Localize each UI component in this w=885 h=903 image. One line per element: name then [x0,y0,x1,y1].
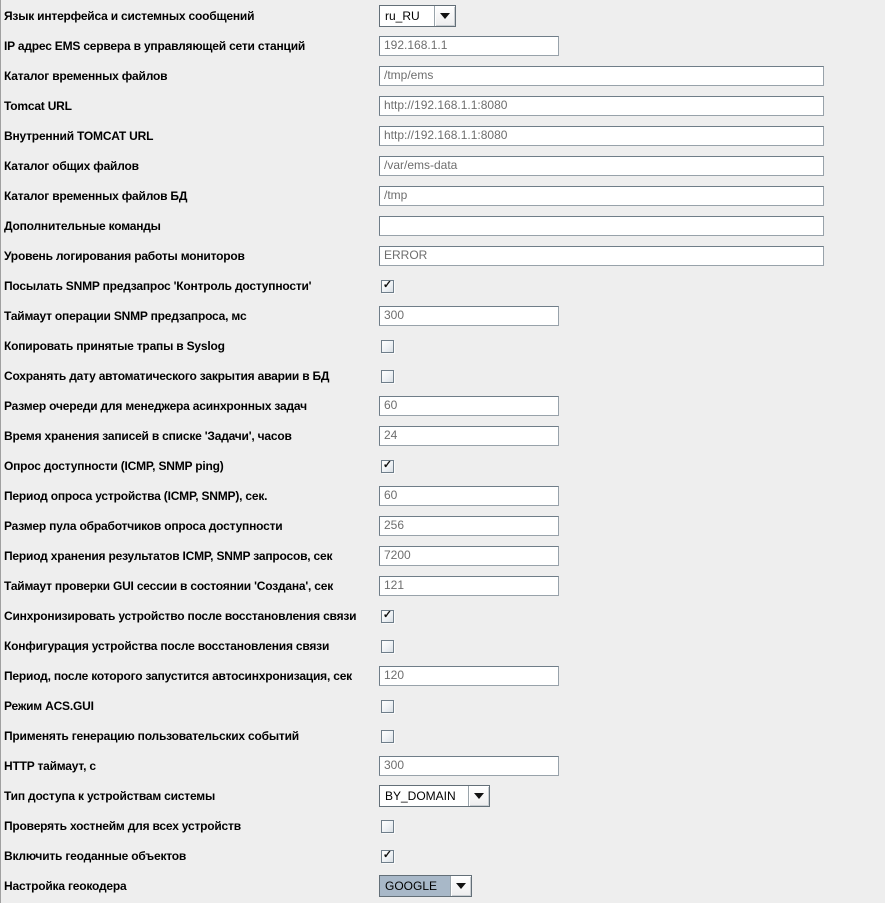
device-access-type-combobox[interactable] [379,785,490,807]
settings-row [1,1,885,31]
additional-commands-field[interactable] [379,216,824,236]
field-label: HTTP таймаут, с [4,759,96,773]
combobox-selected-value: GOOGLE [380,876,450,896]
async-task-queue-size-field[interactable] [379,396,559,416]
settings-row [1,31,885,61]
field-label: Период хранения результатов ICMP, SNMP запросов, сек [4,549,333,563]
monitor-log-level-field[interactable] [379,246,824,266]
settings-row [1,361,885,391]
field-label: Период, после которого запустится автосинхронизация, сек [4,669,352,683]
field-label: Режим ACS.GUI [4,699,94,713]
combobox-dropdown-button[interactable] [434,6,455,26]
field-label: Копировать принятые трапы в Syslog [4,339,225,353]
settings-row [1,811,885,841]
settings-row [1,721,885,751]
settings-row [1,121,885,151]
settings-row [1,751,885,781]
settings-row [1,61,885,91]
chevron-down-icon [474,793,484,799]
settings-row [1,871,885,901]
field-label: Каталог общих файлов [4,159,139,173]
field-label: Уровень логирования работы мониторов [4,249,245,263]
combobox-selected-value: BY_DOMAIN [385,789,456,803]
field-label: Период опроса устройства (ICMP, SNMP), сек. [4,489,268,503]
field-label: Размер очереди для менеджера асинхронных задач [4,399,307,413]
db-temp-files-dir-field[interactable] [379,186,824,206]
settings-row [1,451,885,481]
http-timeout-field[interactable] [379,756,559,776]
field-label: IP адрес EMS сервера в управляющей сети станций [4,39,306,53]
settings-row [1,331,885,361]
settings-row [1,181,885,211]
settings-row [1,211,885,241]
device-poll-period-field[interactable] [379,486,559,506]
settings-row [1,631,885,661]
settings-row [1,541,885,571]
acs-gui-mode-checkbox[interactable] [381,700,394,713]
field-label: Таймаут операции SNMP предзапроса, мс [4,309,247,323]
settings-row [1,151,885,181]
copy-traps-syslog-checkbox[interactable] [381,340,394,353]
combobox-dropdown-button[interactable] [468,786,489,806]
availability-polling-checkbox[interactable] [381,460,394,473]
field-label: Проверять хостнейм для всех устройств [4,819,241,833]
settings-row [1,841,885,871]
geocoder-combobox[interactable] [379,875,472,897]
field-label: Tomcat URL [4,99,72,113]
field-label: Применять генерацию пользовательских событий [4,729,299,743]
enable-geodata-checkbox[interactable] [381,850,394,863]
field-label: Каталог временных файлов БД [4,189,188,203]
user-event-generation-checkbox[interactable] [381,730,394,743]
settings-row [1,481,885,511]
autosync-period-field[interactable] [379,666,559,686]
settings-row [1,91,885,121]
field-label: Дополнительные команды [4,219,161,233]
field-label: Настройка геокодера [4,879,127,893]
snmp-precheck-timeout-field[interactable] [379,306,559,326]
settings-row [1,271,885,301]
gui-session-timeout-field[interactable] [379,576,559,596]
field-label: Включить геоданные объектов [4,849,187,863]
save-auto-close-date-checkbox[interactable] [381,370,394,383]
field-label: Синхронизировать устройство после восстановления связи [4,609,357,623]
combobox-dropdown-button[interactable] [450,876,471,896]
snmp-precheck-checkbox[interactable] [381,280,394,293]
field-label: Таймаут проверки GUI сессии в состоянии 'Создана', сек [4,579,334,593]
check-icon: ✓ [382,849,393,861]
settings-row [1,241,885,271]
internal-tomcat-url-field[interactable] [379,126,824,146]
settings-row [1,571,885,601]
shared-files-dir-field[interactable] [379,156,824,176]
settings-row [1,391,885,421]
settings-row [1,661,885,691]
poll-worker-pool-size-field[interactable] [379,516,559,536]
field-label: Язык интерфейса и системных сообщений [4,9,255,23]
field-label: Сохранять дату автоматического закрытия аварии в БД [4,369,330,383]
settings-row [1,421,885,451]
icmp-snmp-results-retention-field[interactable] [379,546,559,566]
configure-after-reconnect-checkbox[interactable] [381,640,394,653]
field-label: Время хранения записей в списке 'Задачи', часов [4,429,292,443]
settings-row [1,781,885,811]
field-label: Внутренний TOMCAT URL [4,129,154,143]
temp-files-dir-field[interactable] [379,66,824,86]
chevron-down-icon [456,883,466,889]
field-label: Конфигурация устройства после восстановления связи [4,639,330,653]
chevron-down-icon [440,13,450,19]
field-label: Каталог временных файлов [4,69,168,83]
check-icon: ✓ [382,609,393,621]
field-label: Размер пула обработчиков опроса доступности [4,519,283,533]
settings-row [1,301,885,331]
tomcat-url-field[interactable] [379,96,824,116]
sync-after-reconnect-checkbox[interactable] [381,610,394,623]
verify-hostname-checkbox[interactable] [381,820,394,833]
language-combobox[interactable] [379,5,456,27]
settings-row [1,601,885,631]
combobox-selected-value: ru_RU [385,9,420,23]
settings-row [1,691,885,721]
settings-row [1,511,885,541]
check-icon: ✓ [382,279,393,291]
tasks-retention-hours-field[interactable] [379,426,559,446]
ems-server-ip-field[interactable] [379,36,559,56]
field-label: Посылать SNMP предзапрос 'Контроль доступности' [4,279,312,293]
check-icon: ✓ [382,459,393,471]
field-label: Опрос доступности (ICMP, SNMP ping) [4,459,224,473]
field-label: Тип доступа к устройствам системы [4,789,215,803]
